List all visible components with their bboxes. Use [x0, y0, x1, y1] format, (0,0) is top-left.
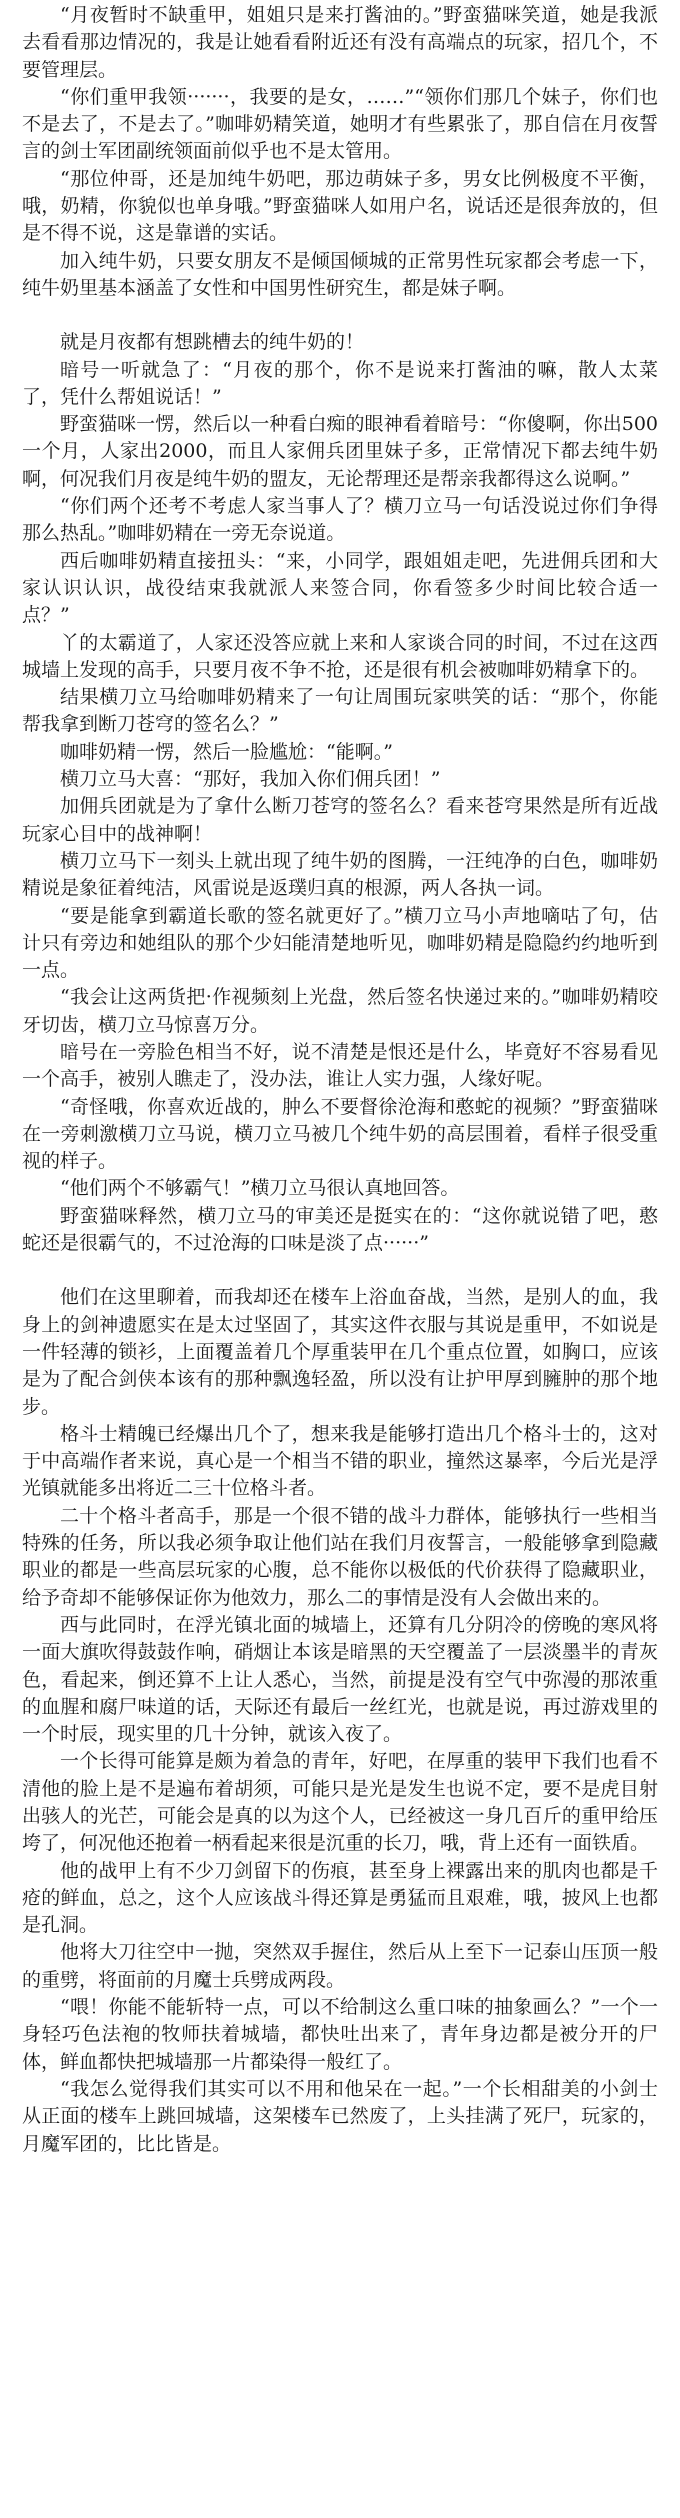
paragraph: 就是月夜都有想跳槽去的纯牛奶的！: [60, 331, 365, 354]
paragraph: 野蛮猫咪一愣，然后以一种看白痴的眼神看着暗号：“你傻啊，你出500一个月，人家出2000，而且人家佣兵团里妹子多，正常情况下都去纯牛奶啊，何况我们月夜是纯牛奶的盟友，无论帮理还是帮亲我都得这么说啊。”: [22, 413, 658, 490]
paragraph: 结果横刀立马给咖啡奶精来了一句让周围玩家哄笑的话：“那个，你能帮我拿到断刀苍穹的签名么？”: [22, 686, 658, 736]
paragraph: “那位仲哥，还是加纯牛奶吧，那边萌妹子多，男女比例极度不平衡，哦，奶精，你貌似也单身哦。”野蛮猫咪人如用户名，说话还是很奔放的，但是不得不说，这是靠谱的实话。: [22, 167, 658, 245]
paragraph: 暗号在一旁脸色相当不好，说不清楚是恨还是什么，毕竟好不容易看见一个高手，被别人瞧走了，没办法，谁让人实力强，人缘好呢。: [22, 1040, 658, 1091]
paragraph: 格斗士精魄已经爆出几个了，想来我是能够打造出几个格斗士的，这对于中高端作者来说，真心是一个相当不错的职业，撞然这暴率，今后光是浮光镇就能多出将近二三十位格斗者。: [22, 1422, 658, 1500]
paragraph: 加佣兵团就是为了拿什么断刀苍穹的签名么？看来苍穹果然是所有近战玩家心目中的战神啊！: [22, 795, 658, 845]
paragraph: 一个长得可能算是颇为着急的青年，好吧，在厚重的装甲下我们也看不清他的脸上是不是遍布着胡须，可能只是光是发生也说不定，要不是虎目射出骇人的光芒，可能会是真的以为这个人，已经被这一身几百斤的重甲给压垮了，何况他还抱着一柄看起来很是沉重的长刀，哦，背上还有一面铁盾。: [22, 1750, 658, 1855]
paragraph: “月夜暂时不缺重甲，姐姐只是来打酱油的。”野蛮猫咪笑道，她是我派去看看那边情况的，我是让她看看附近还有没有高端点的玩家，招几个，不要管理层。: [22, 4, 658, 81]
paragraph: 二十个格斗者高手，那是一个很不错的战斗力群体，能够执行一些相当特殊的任务，所以我必须争取让他们站在我们月夜誓言，一般能够拿到隐藏职业的都是一些高层玩家的心腹，总不能你以极低的代价获得了隐藏职业，给予奇却不能够保证你为他效力，那么二的事情是没有人会做出来的。: [22, 1504, 658, 1609]
paragraph: 咖啡奶精一愣，然后一脸尴尬：“能啊。”: [60, 740, 393, 763]
section-3: [22, 1284, 658, 2158]
paragraph: 他们在这里聊着，而我却还在楼车上浴血奋战，当然，是别人的血，我身上的剑神遗愿实在是太过坚固了，其实这件衣服与其说是重甲，不如说是一件轻薄的锁衫，上面覆盖着几个厚重装甲在几个重点位置，如胸口，应该是为了配合剑侠本该有的那种飘逸轻盈，所以没有让护甲厚到臃肿的那个地步。: [22, 1286, 658, 1418]
paragraph: 横刀立马下一刻头上就出现了纯牛奶的图腾，一汪纯净的白色，咖啡奶精说是象征着纯洁，风雷说是返璞归真的根源，两人各执一词。: [22, 849, 658, 900]
paragraph: 他的战甲上有不少刀剑留下的伤痕，甚至身上裸露出来的肌肉也都是千疮的鲜血，总之，这个人应该战斗得还算是勇猛而且艰难，哦，披风上也都是孔洞。: [22, 1859, 658, 1937]
section-gap: [22, 1257, 658, 1284]
paragraph: 野蛮猫咪释然，横刀立马的审美还是挺实在的：“这你就说错了吧，憨蛇还是很霸气的，不过沧海的口味是淡了点······”: [22, 1204, 658, 1255]
section-1: [22, 2, 658, 302]
paragraph: 他将大刀往空中一抛，突然双手握住，然后从上至下一记泰山压顶一般的重劈，将面前的月魔士兵劈成两段。: [22, 1941, 658, 1991]
paragraph: “你们两个还考不考虑人家当事人了？横刀立马一句话没说过你们争得那么热乱。”咖啡奶精在一旁无奈说道。: [22, 495, 658, 545]
paragraph: “喂！你能不能斩特一点，可以不给制这么重口味的抽象画么？”一个一身轻巧色法袍的牧师扶着城墙，都快吐出来了，青年身边都是被分开的尸体，鲜血都快把城墙那一片都染得一般红了。: [22, 1996, 658, 2073]
paragraph: 横刀立马大喜：“那好，我加入你们佣兵团！”: [60, 768, 441, 791]
paragraph: 丫的太霸道了，人家还没答应就上来和人家谈合同的时间，不过在这西城墙上发现的高手，只要月夜不争不抢，还是很有机会被咖啡奶精拿下的。: [22, 631, 658, 681]
paragraph: “他们两个不够霸气！”横刀立马很认真地回答。: [60, 1177, 460, 1200]
paragraph: 加入纯牛奶，只要女朋友不是倾国倾城的正常男性玩家都会考虑一下，纯牛奶里基本涵盖了女性和中国男性研究生，都是妹子啊。: [22, 249, 658, 299]
section-gap: [22, 302, 658, 329]
paragraph: “奇怪哦，你喜欢近战的，肿么不要督徐沧海和憨蛇的视频？”野蛮猫咪在一旁刺激横刀立马说，横刀立马被几个纯牛奶的高层围着，看样子很受重视的样子。: [22, 1095, 658, 1173]
paragraph: 暗号一听就急了：“月夜的那个，你不是说来打酱油的嘛，散人太菜了，凭什么帮姐说话！”: [22, 358, 658, 408]
section-2: [22, 329, 658, 1257]
paragraph: “我会让这两货把·作视频刻上光盘，然后签名快递过来的。”咖啡奶精咬牙切齿，横刀立马惊喜万分。: [22, 986, 658, 1036]
paragraph: “要是能拿到霸道长歌的签名就更好了。”横刀立马小声地嘀咕了句，估计只有旁边和她组队的那个少妇能清楚地听见，咖啡奶精是隐隐约约地听到一点。: [22, 904, 658, 982]
paragraph: 西后咖啡奶精直接扭头：“来，小同学，跟姐姐走吧，先进佣兵团和大家认识认识，战役结束我就派人来签合同，你看签多少时间比较合适一点？”: [22, 549, 658, 627]
paragraph: “你们重甲我领·······，我要的是女，……”“领你们那几个妹子，你们也不是去了，不是去了。”咖啡奶精笑道，她明才有些累张了，那自信在月夜誓言的剑士军团副统领面前似乎也不是太管用。: [22, 85, 658, 163]
paragraph: 西与此同时，在浮光镇北面的城墙上，还算有几分阴冷的傍晚的寒风将一面大旗吹得鼓鼓作响，硝烟让本该是暗黑的天空覆盖了一层淡墨半的青灰色，看起来，倒还算不上让人悉心，当然，前提是没有空气中弥漫的那浓重的血腥和腐尸味道的话，天际还有最后一丝红光，也就是说，再过游戏里的一个时辰，现实里的几十分钟，就该入夜了。: [22, 1613, 658, 1746]
paragraph: “我怎么觉得我们其实可以不用和他呆在一起。”一个长相甜美的小剑士从正面的楼车上跳回城墙，这架楼车已然废了，上头挂满了死尸，玩家的，月魔军团的，比比皆是。: [22, 2077, 658, 2155]
